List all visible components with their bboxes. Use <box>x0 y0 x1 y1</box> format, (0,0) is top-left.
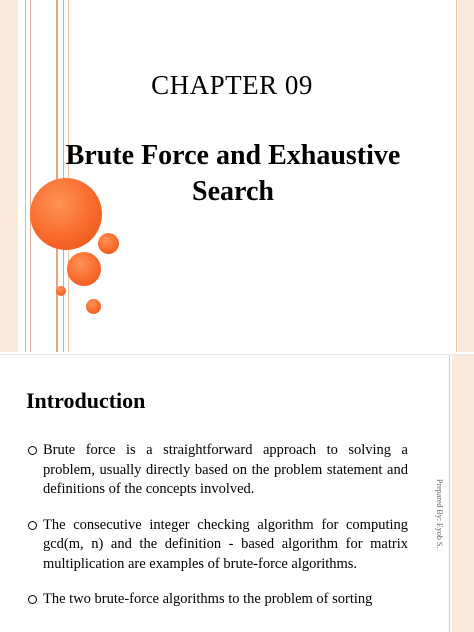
list-item <box>28 516 408 575</box>
intro-slide <box>0 354 474 632</box>
bullet-text: Brute force is a straightforward approach to solving a problem, usually directly based on the problem statement and definitions of the concepts involved. <box>43 442 408 497</box>
list-item <box>28 590 408 610</box>
right-decor-stripe <box>452 355 474 632</box>
bullet-text: The consecutive integer checking algorithm for computing gcd(m, n) and the definition - based algorithm for matrix multiplication are examples of brute-force algorithms. <box>43 516 408 572</box>
decor-line <box>449 355 450 632</box>
bullet-circle-icon <box>28 446 37 455</box>
decor-circle-small <box>86 299 101 314</box>
title-line-1: Brute Force and Exhaustive <box>65 140 401 171</box>
bullet-circle-icon <box>28 521 37 530</box>
decor-line <box>25 0 26 352</box>
bullet-list <box>28 441 408 626</box>
decor-circle-medium <box>67 252 101 286</box>
decor-circle-tiny <box>56 286 66 296</box>
decor-line <box>456 0 457 352</box>
right-decor-stripe <box>458 0 474 352</box>
list-item <box>28 441 408 500</box>
bullet-text: The two brute-force algorithms to the problem of sorting <box>43 591 373 607</box>
bullet-circle-icon <box>28 595 37 604</box>
decor-circle-small <box>98 233 119 254</box>
slide-title <box>32 138 434 210</box>
section-heading: Introduction <box>26 388 146 413</box>
chapter-label: CHAPTER 09 <box>151 70 313 100</box>
author-side-note: Prepared By: Eyob S. <box>435 479 444 549</box>
decor-line <box>30 0 31 352</box>
title-line-2: Search <box>192 176 274 207</box>
left-decor-stripe <box>0 0 18 352</box>
